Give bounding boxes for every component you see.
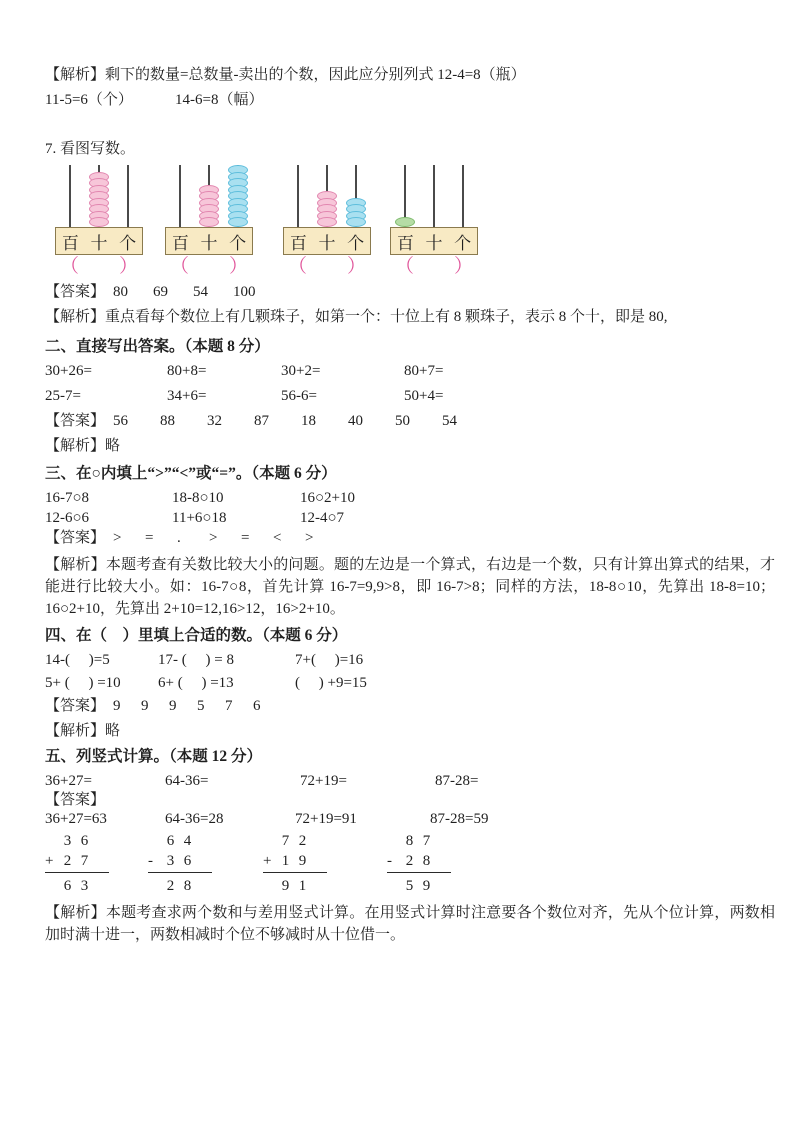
bead-stack bbox=[346, 198, 366, 228]
abacus-rod-column bbox=[114, 165, 143, 227]
digit: 2 bbox=[405, 853, 414, 869]
answer-item: 18 bbox=[301, 413, 317, 429]
equation-item: 36+27= bbox=[45, 773, 92, 789]
analysis-text-sec3: 【解析】本题考查有关数比较大小的问题。题的左边是一个算式，右边是一个数，只有计算出算式的结果，才能进行比较大小。如：16-7○8，首先计算 16-7=9,9>8，即 16-7>8；同样的方法，18-8○10，先算出 18-8=10；16○2+10，先算出 2+10=12,16>12，16>2+10。 bbox=[45, 557, 775, 617]
section-4-heading: 四、在（ ）里填上合适的数。（本题 6 分） bbox=[45, 627, 348, 644]
bead-stack bbox=[317, 191, 337, 227]
answer-item: 5 bbox=[197, 698, 205, 714]
abacus-rod bbox=[69, 165, 71, 227]
analysis-text-q7: 【解析】重点看每个数位上有几颗珠子，如第一个：十位上有 8 颗珠子，表示 8 个十，即是 80, bbox=[45, 309, 668, 325]
answer-item: 50 bbox=[395, 413, 411, 429]
vertical-calculation bbox=[45, 831, 109, 896]
work-line-q6 bbox=[45, 91, 773, 110]
abacus-rod bbox=[179, 165, 181, 227]
equation-item: 14-( )=5 bbox=[45, 652, 110, 668]
answer-line-sec2 bbox=[45, 412, 773, 431]
place-label: 个 bbox=[229, 233, 247, 253]
answer-item: 32 bbox=[207, 413, 223, 429]
abacus-bead bbox=[228, 217, 248, 227]
digit: 4 bbox=[183, 833, 192, 849]
abacus-rod-column bbox=[390, 165, 419, 227]
equation-row bbox=[45, 489, 773, 508]
place-value-box bbox=[55, 227, 143, 255]
answer-parens bbox=[55, 255, 143, 279]
operator-sign: + bbox=[45, 853, 54, 869]
answer-item: 87 bbox=[254, 413, 270, 429]
equation-item: 11-5=6（个） bbox=[45, 92, 133, 108]
digit: 3 bbox=[166, 853, 175, 869]
answer-item: = bbox=[145, 530, 154, 546]
equation-item: 34+6= bbox=[167, 388, 207, 404]
equation-item: 12-6○6 bbox=[45, 510, 90, 526]
answer-item: 9 bbox=[113, 698, 121, 714]
operator-sign: - bbox=[387, 853, 392, 869]
answer-item: 54 bbox=[442, 413, 458, 429]
abacus-rod-column bbox=[194, 165, 223, 227]
place-label: 百 bbox=[61, 233, 79, 253]
section-5-results bbox=[45, 810, 773, 829]
equation-item: 64-36=28 bbox=[165, 811, 224, 827]
equation-row bbox=[45, 810, 773, 829]
answer-item: . bbox=[177, 530, 181, 546]
answer-label: 【答案】 bbox=[45, 284, 106, 300]
answer-item: 7 bbox=[225, 698, 233, 714]
place-value-box bbox=[283, 227, 371, 255]
equation-item: 30+2= bbox=[281, 363, 321, 379]
place-value-box bbox=[165, 227, 253, 255]
paren-open: （ bbox=[170, 256, 190, 277]
equation-item: 72+19= bbox=[300, 773, 347, 789]
analysis-text-sec5: 【解析】本题考查求两个数和与差用竖式计算。在用竖式计算时注意要各个数位对齐，先从个位计算，两数相加时满十进一，两数相减时个位不够减时从十位借一。 bbox=[45, 905, 775, 943]
equation-item: ( ) +9=15 bbox=[295, 675, 367, 691]
abacus-rod-column bbox=[55, 165, 84, 227]
vertical-calculation bbox=[148, 831, 212, 896]
top-number bbox=[45, 831, 109, 851]
abacus-rod-column bbox=[84, 165, 113, 227]
section-2-problems bbox=[45, 362, 773, 406]
abacus-rod-column bbox=[419, 165, 448, 227]
answer-item: 88 bbox=[160, 413, 176, 429]
bead-stack bbox=[228, 165, 248, 227]
digit: 2 bbox=[166, 878, 175, 894]
equation-item: 87-28=59 bbox=[430, 811, 489, 827]
place-label: 百 bbox=[289, 233, 307, 253]
digit: 8 bbox=[422, 853, 431, 869]
abacus-rod-column bbox=[342, 165, 371, 227]
paren-close: ） bbox=[453, 256, 473, 277]
answer-label: 【答案】 bbox=[45, 530, 106, 546]
abacus-rod-column bbox=[449, 165, 478, 227]
result-number bbox=[45, 876, 109, 896]
answer-label: 【答案】 bbox=[45, 413, 106, 429]
digit: 5 bbox=[405, 878, 414, 894]
abacus-bead bbox=[199, 217, 219, 227]
abacus-figure bbox=[283, 165, 371, 279]
digit: 7 bbox=[80, 853, 89, 869]
abacus-figure bbox=[390, 165, 478, 279]
paren-open: （ bbox=[288, 256, 308, 277]
equation-row bbox=[45, 91, 773, 110]
answer-item: = bbox=[241, 530, 250, 546]
place-label: 个 bbox=[454, 233, 472, 253]
equation-item: 12-4○7 bbox=[300, 510, 345, 526]
abacus-rod bbox=[433, 165, 435, 227]
bead-stack bbox=[89, 172, 109, 228]
answer-item: 100 bbox=[233, 284, 256, 300]
equation-row bbox=[45, 509, 773, 528]
answer-item: > bbox=[305, 530, 314, 546]
paren-open: （ bbox=[395, 256, 415, 277]
digit: 9 bbox=[422, 878, 431, 894]
equation-row bbox=[45, 674, 773, 693]
answer-parens bbox=[165, 255, 253, 279]
equation-item: 5+ ( ) =10 bbox=[45, 675, 121, 691]
digit: 9 bbox=[298, 853, 307, 869]
digit: 9 bbox=[281, 878, 290, 894]
top-number bbox=[263, 831, 327, 851]
digit: 1 bbox=[298, 878, 307, 894]
equation-item: 36+27=63 bbox=[45, 811, 107, 827]
answer-item: 80 bbox=[113, 284, 129, 300]
vertical-calculation bbox=[263, 831, 327, 896]
abacus-rods bbox=[55, 165, 143, 227]
answer-line-sec4 bbox=[45, 697, 773, 716]
digit: 8 bbox=[405, 833, 414, 849]
place-label: 十 bbox=[425, 233, 443, 253]
paren-close: ） bbox=[228, 256, 248, 277]
answer-item: 6 bbox=[253, 698, 261, 714]
equation-row bbox=[45, 772, 773, 791]
equation-item: 25-7= bbox=[45, 388, 81, 404]
equation-row bbox=[45, 362, 773, 381]
place-label: 十 bbox=[90, 233, 108, 253]
digit: 6 bbox=[166, 833, 175, 849]
answer-line-sec3 bbox=[45, 529, 773, 548]
section-2-heading: 二、直接写出答案。（本题 8 分） bbox=[45, 338, 270, 355]
section-3-problems bbox=[45, 489, 773, 528]
digit: 6 bbox=[80, 833, 89, 849]
answer-parens bbox=[283, 255, 371, 279]
bead-stack bbox=[199, 185, 219, 228]
equation-item: 50+4= bbox=[404, 388, 444, 404]
answer-item: > bbox=[113, 530, 122, 546]
operation-line bbox=[263, 851, 327, 873]
place-value-box bbox=[390, 227, 478, 255]
equation-item: 72+19=91 bbox=[295, 811, 357, 827]
abacus-bead bbox=[89, 217, 109, 227]
abacus-figure bbox=[55, 165, 143, 279]
digit: 6 bbox=[183, 853, 192, 869]
abacus-figure bbox=[165, 165, 253, 279]
abacus-bead bbox=[346, 217, 366, 227]
answer-label: 【答案】 bbox=[45, 698, 106, 714]
abacus-bead bbox=[317, 217, 337, 227]
answer-item: 56 bbox=[113, 413, 129, 429]
place-label: 百 bbox=[396, 233, 414, 253]
equation-item: 17- ( ) = 8 bbox=[158, 652, 234, 668]
place-label: 十 bbox=[318, 233, 336, 253]
answer-item: 54 bbox=[193, 284, 209, 300]
section-4-problems bbox=[45, 651, 773, 693]
answer-item: 9 bbox=[141, 698, 149, 714]
equation-row bbox=[45, 387, 773, 406]
equation-item: 30+26= bbox=[45, 363, 92, 379]
analysis-text-q6: 【解析】剩下的数量=总数量-卖出的个数，因此应分别列式 12-4=8（瓶） bbox=[45, 67, 526, 83]
answer-item: 40 bbox=[348, 413, 364, 429]
equation-item: 7+( )=16 bbox=[295, 652, 364, 668]
place-label: 个 bbox=[347, 233, 365, 253]
section-5-heading: 五、列竖式计算。（本题 12 分） bbox=[45, 748, 263, 765]
section-5-problems bbox=[45, 772, 773, 791]
place-label: 十 bbox=[200, 233, 218, 253]
equation-item: 18-8○10 bbox=[172, 490, 224, 506]
abacus-rod-column bbox=[312, 165, 341, 227]
digit: 8 bbox=[183, 878, 192, 894]
answer-item: > bbox=[209, 530, 218, 546]
paren-close: ） bbox=[118, 256, 138, 277]
question-7-heading: 7. 看图写数。 bbox=[45, 141, 136, 157]
digit: 6 bbox=[63, 878, 72, 894]
answer-item: < bbox=[273, 530, 282, 546]
result-number bbox=[148, 876, 212, 896]
equation-item: 80+7= bbox=[404, 363, 444, 379]
answer-label-sec5: 【答案】 bbox=[45, 792, 106, 808]
equation-item: 6+ ( ) =13 bbox=[158, 675, 234, 691]
equation-item: 56-6= bbox=[281, 388, 317, 404]
place-label: 百 bbox=[171, 233, 189, 253]
digit: 2 bbox=[298, 833, 307, 849]
operator-sign: - bbox=[148, 853, 153, 869]
digit: 7 bbox=[422, 833, 431, 849]
abacus-rod-column bbox=[224, 165, 253, 227]
abacus-rod-column bbox=[165, 165, 194, 227]
section-3-heading: 三、在○内填上“>”“<”或“=”。（本题 6 分） bbox=[45, 465, 337, 482]
abacus-rods bbox=[390, 165, 478, 227]
operation-line bbox=[148, 851, 212, 873]
digit: 3 bbox=[80, 878, 89, 894]
digit: 2 bbox=[63, 853, 72, 869]
abacus-rod-column bbox=[283, 165, 312, 227]
top-number bbox=[148, 831, 212, 851]
place-label: 个 bbox=[119, 233, 137, 253]
abacus-figures bbox=[55, 165, 773, 279]
analysis-text-sec4: 【解析】略 bbox=[45, 723, 121, 739]
vertical-calculations bbox=[45, 831, 773, 896]
abacus-rods bbox=[165, 165, 253, 227]
analysis-text-sec2: 【解析】略 bbox=[45, 438, 121, 454]
digit: 1 bbox=[281, 853, 290, 869]
result-number bbox=[263, 876, 327, 896]
result-number bbox=[387, 876, 451, 896]
paren-open: （ bbox=[60, 256, 80, 277]
abacus-rods bbox=[283, 165, 371, 227]
digit: 3 bbox=[63, 833, 72, 849]
answer-parens bbox=[390, 255, 478, 279]
abacus-rod bbox=[462, 165, 464, 227]
equation-row bbox=[45, 651, 773, 670]
operation-line bbox=[45, 851, 109, 873]
equation-item: 11+6○18 bbox=[172, 510, 227, 526]
answer-line-q7 bbox=[45, 283, 773, 302]
equation-item: 64-36= bbox=[165, 773, 209, 789]
vertical-calculation bbox=[387, 831, 451, 896]
answer-item: 69 bbox=[153, 284, 169, 300]
operator-sign: + bbox=[263, 853, 272, 869]
paren-close: ） bbox=[346, 256, 366, 277]
answer-item: 9 bbox=[169, 698, 177, 714]
equation-item: 87-28= bbox=[435, 773, 479, 789]
equation-item: 16-7○8 bbox=[45, 490, 90, 506]
bead-stack bbox=[395, 217, 415, 227]
top-number bbox=[387, 831, 451, 851]
operation-line bbox=[387, 851, 451, 873]
abacus-rod bbox=[127, 165, 129, 227]
equation-item: 16○2+10 bbox=[300, 490, 356, 506]
abacus-rod bbox=[297, 165, 299, 227]
digit: 7 bbox=[281, 833, 290, 849]
abacus-bead bbox=[395, 217, 415, 227]
equation-item: 14-6=8（幅） bbox=[175, 92, 264, 108]
equation-item: 80+8= bbox=[167, 363, 207, 379]
